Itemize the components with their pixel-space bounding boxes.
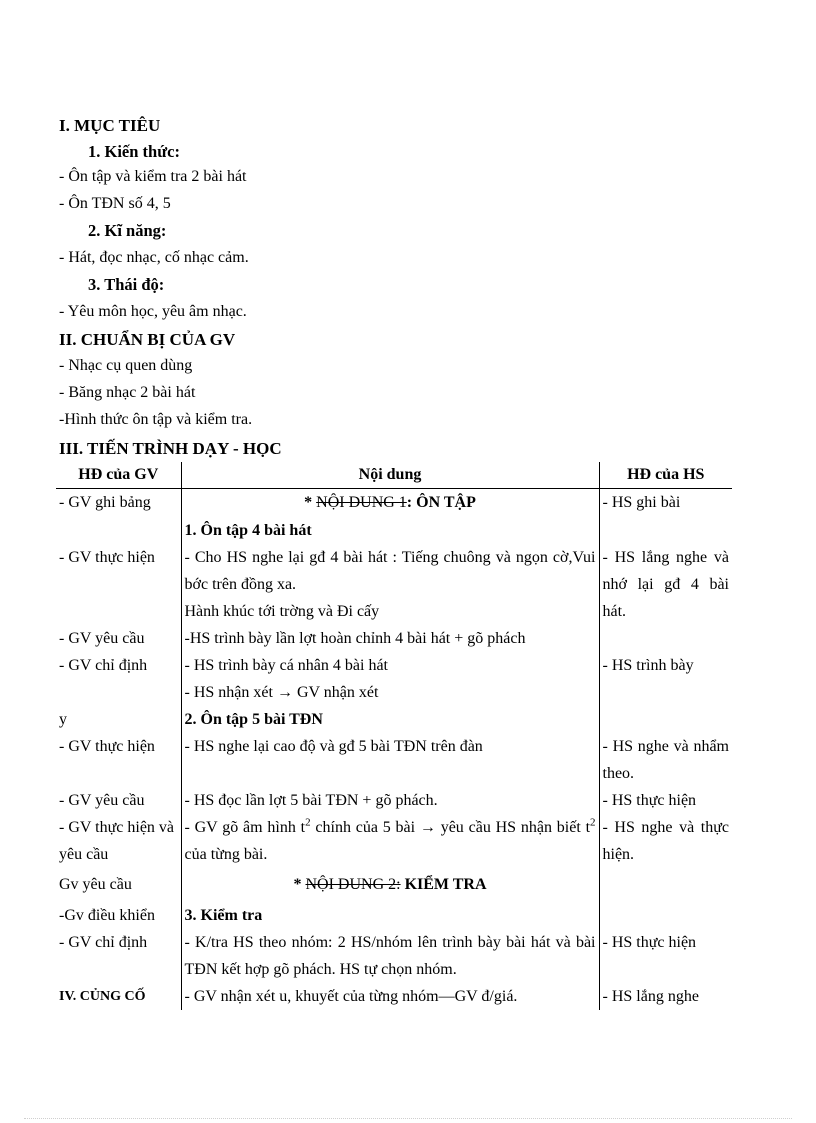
table-row	[56, 652, 732, 679]
page-bottom-divider	[24, 1118, 792, 1119]
cell-content: - K/tra HS theo nhóm: 2 HS/nhóm lên trình bày bài hát và bài TĐN kết hợp gõ phách. HS tự chọn nhóm.	[181, 929, 599, 983]
lesson-plan-table	[56, 462, 732, 1010]
content-prefix: *	[304, 494, 317, 511]
content-prefix: *	[293, 876, 306, 893]
section-1-title: I. MỤC TIÊU	[59, 116, 161, 135]
cell-content	[181, 544, 599, 625]
content-struck-label: NỘI DUNG 1	[316, 494, 407, 511]
cell-gv: - GV chỉ định	[59, 657, 148, 674]
cell-hs: - HS lắng nghe	[602, 988, 699, 1005]
cell-gv: - GV chỉ định	[59, 934, 148, 951]
cell-hs: - HS thực hiện	[602, 934, 697, 951]
cell-gv: -Gv điều khiển	[59, 907, 155, 924]
table-header-row	[56, 462, 732, 489]
table-row	[56, 544, 732, 625]
content-text: của từng bài.	[184, 846, 268, 863]
content-title: : ÔN TẬP	[406, 494, 476, 511]
header-content: Nội dung	[181, 462, 599, 489]
section-3-title: III. TIẾN TRÌNH DẠY - HỌC	[59, 439, 282, 458]
cell-hs	[599, 679, 732, 706]
cell-hs: - HS ghi bài	[602, 494, 681, 511]
cell-hs	[599, 706, 732, 733]
content-line: Hành khúc tới trờng và Đi cấy	[184, 603, 380, 620]
cell-content	[181, 489, 599, 518]
skill-item-1: - Hát, đọc nhạc, cố nhạc cảm.	[59, 249, 249, 266]
table-row	[56, 733, 732, 787]
cell-content	[181, 679, 599, 706]
cell-content: - HS đọc lần lợt 5 bài TĐN + gõ phách.	[181, 787, 599, 814]
cell-content: 1. Ôn tập 4 bài hát	[181, 517, 599, 544]
cell-content: - HS nghe lại cao độ và gđ 5 bài TĐN trên đàn	[181, 733, 599, 787]
header-hs: HĐ của HS	[599, 462, 732, 489]
section-2-title: II. CHUẨN BỊ CỦA GV	[59, 330, 236, 349]
table-row	[56, 489, 732, 518]
arrow-right-icon: →	[419, 819, 436, 836]
knowledge-title: 1. Kiến thức:	[88, 142, 180, 161]
cell-gv: - GV ghi bảng	[59, 494, 151, 511]
cell-gv: - GV thực hiện	[59, 738, 155, 755]
cell-hs	[599, 625, 732, 652]
table-row	[56, 787, 732, 814]
content-text: - HS nhận xét	[184, 684, 277, 701]
cell-content	[181, 868, 599, 902]
cell-gv: - GV yêu cầu	[59, 792, 145, 809]
cell-gv: - GV thực hiện và yêu cầu	[59, 819, 175, 863]
table-row	[56, 929, 732, 983]
superscript: 2	[305, 816, 311, 829]
cell-hs: - HS thực hiện	[602, 792, 697, 809]
table-row	[56, 868, 732, 902]
table-row	[56, 814, 732, 868]
prep-item-3: -Hình thức ôn tập và kiểm tra.	[59, 411, 253, 428]
prep-item-1: - Nhạc cụ quen dùng	[59, 357, 193, 374]
cell-content: -HS trình bày lần lợt hoàn chỉnh 4 bài hát + gõ phách	[181, 625, 599, 652]
cell-hs: - HS nghe và thực hiện.	[602, 819, 729, 863]
cell-gv	[56, 517, 181, 544]
content-text: chính của 5 bài	[310, 819, 420, 836]
knowledge-item-1: - Ôn tập và kiểm tra 2 bài hát	[59, 168, 247, 185]
table-row	[56, 902, 732, 929]
cell-gv	[56, 679, 181, 706]
cell-hs: - HS trình bày	[602, 657, 694, 674]
cell-hs: - HS nghe và nhẩm theo.	[602, 738, 729, 782]
cell-gv: Gv yêu cầu	[59, 876, 132, 893]
table-row	[56, 517, 732, 544]
prep-item-2: - Băng nhạc 2 bài hát	[59, 384, 196, 401]
knowledge-item-2: - Ôn TĐN số 4, 5	[59, 195, 171, 212]
content-text: - GV gõ âm hình t	[184, 819, 306, 836]
cell-hs	[599, 902, 732, 929]
attitude-title: 3. Thái độ:	[88, 275, 165, 294]
content-line: - Cho HS nghe lại gđ 4 bài hát : Tiếng chuông và ngọn cờ,Vui bớc trên đồng xa.	[184, 549, 596, 593]
table-row	[56, 625, 732, 652]
arrow-right-icon: →	[276, 684, 293, 701]
cell-gv: y	[59, 711, 67, 728]
content-text: yêu cầu HS nhận biết t	[435, 819, 591, 836]
cell-hs	[599, 868, 732, 902]
table-row	[56, 706, 732, 733]
content-text: GV nhận xét	[292, 684, 379, 701]
content-title: KIỂM TRA	[400, 876, 487, 893]
cell-gv: - GV yêu cầu	[59, 630, 145, 647]
table-row	[56, 983, 732, 1010]
cell-gv: IV. CỦNG CỐ	[59, 989, 146, 1004]
superscript: 2	[590, 816, 596, 829]
cell-content: 2. Ôn tập 5 bài TĐN	[181, 706, 599, 733]
cell-hs	[599, 517, 732, 544]
table-row	[56, 679, 732, 706]
attitude-item-1: - Yêu môn học, yêu âm nhạc.	[59, 303, 247, 320]
cell-content: - HS trình bày cá nhân 4 bài hát	[181, 652, 599, 679]
cell-hs: - HS lắng nghe và nhớ lại gđ 4 bài hát.	[602, 549, 729, 620]
cell-content: 3. Kiểm tra	[181, 902, 599, 929]
cell-content: - GV nhận xét u, khuyết của từng nhóm—GV đ/giá.	[181, 983, 599, 1010]
header-gv: HĐ của GV	[56, 462, 181, 489]
content-struck-label: NỘI DUNG 2:	[305, 876, 401, 893]
skill-title: 2. Kĩ năng:	[88, 221, 167, 240]
cell-content	[181, 814, 599, 868]
cell-gv: - GV thực hiện	[59, 549, 155, 566]
